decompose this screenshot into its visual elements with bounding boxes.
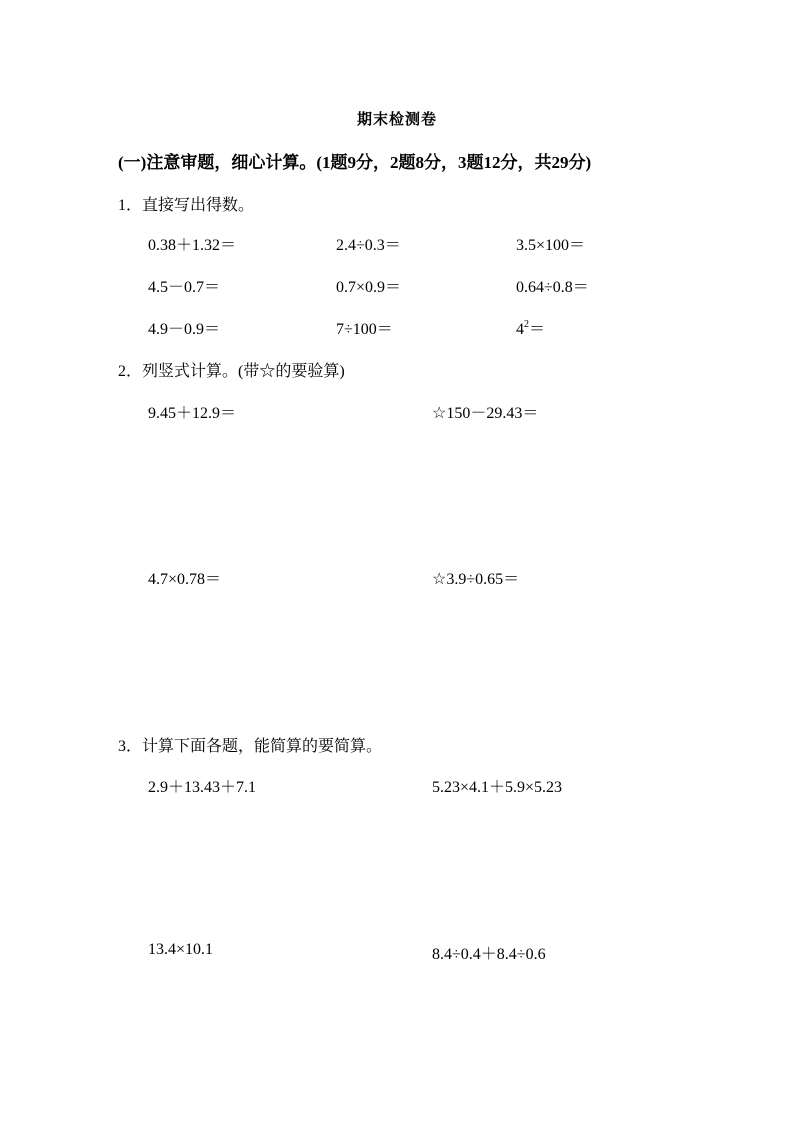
- q2-item: 9.45＋12.9＝: [148, 405, 237, 422]
- section-heading: (一)注意审题，细心计算。(1题9分，2题8分，3题12分，共29分): [118, 153, 592, 172]
- q3-label: 3．计算下面各题，能简算的要简算。: [118, 738, 383, 755]
- q1-item: 0.64÷0.8＝: [516, 279, 589, 296]
- q1-item: 2.4÷0.3＝: [336, 237, 401, 254]
- power-exponent: 2: [524, 319, 529, 330]
- q1-item: 0.38＋1.32＝: [148, 237, 237, 254]
- power-equals: ＝: [529, 321, 546, 338]
- q1-item: 3.5×100＝: [516, 237, 586, 254]
- q3-item: 8.4÷0.4＋8.4÷0.6: [432, 946, 546, 963]
- q1-item: 7÷100＝: [336, 321, 393, 338]
- q1-item: 4.5－0.7＝: [148, 279, 221, 296]
- q2-item: ☆150－29.43＝: [432, 405, 539, 422]
- q1-item: 0.7×0.9＝: [336, 279, 402, 296]
- power-base: 4: [516, 321, 524, 338]
- q2-item: 4.7×0.78＝: [148, 571, 222, 588]
- q3-item: 2.9＋13.43＋7.1: [148, 779, 257, 796]
- q3-item: 13.4×10.1: [148, 941, 214, 958]
- q1-item: 4.9－0.9＝: [148, 321, 221, 338]
- q2-item: ☆3.9÷0.65＝: [432, 571, 520, 588]
- q3-item: 5.23×4.1＋5.9×5.23: [432, 779, 563, 796]
- q1-label: 1．直接写出得数。: [118, 197, 255, 214]
- page-title: 期末检测卷: [356, 112, 437, 128]
- q1-item-power: [516, 316, 545, 339]
- q2-label: 2．列竖式计算。(带☆的要验算): [118, 363, 345, 380]
